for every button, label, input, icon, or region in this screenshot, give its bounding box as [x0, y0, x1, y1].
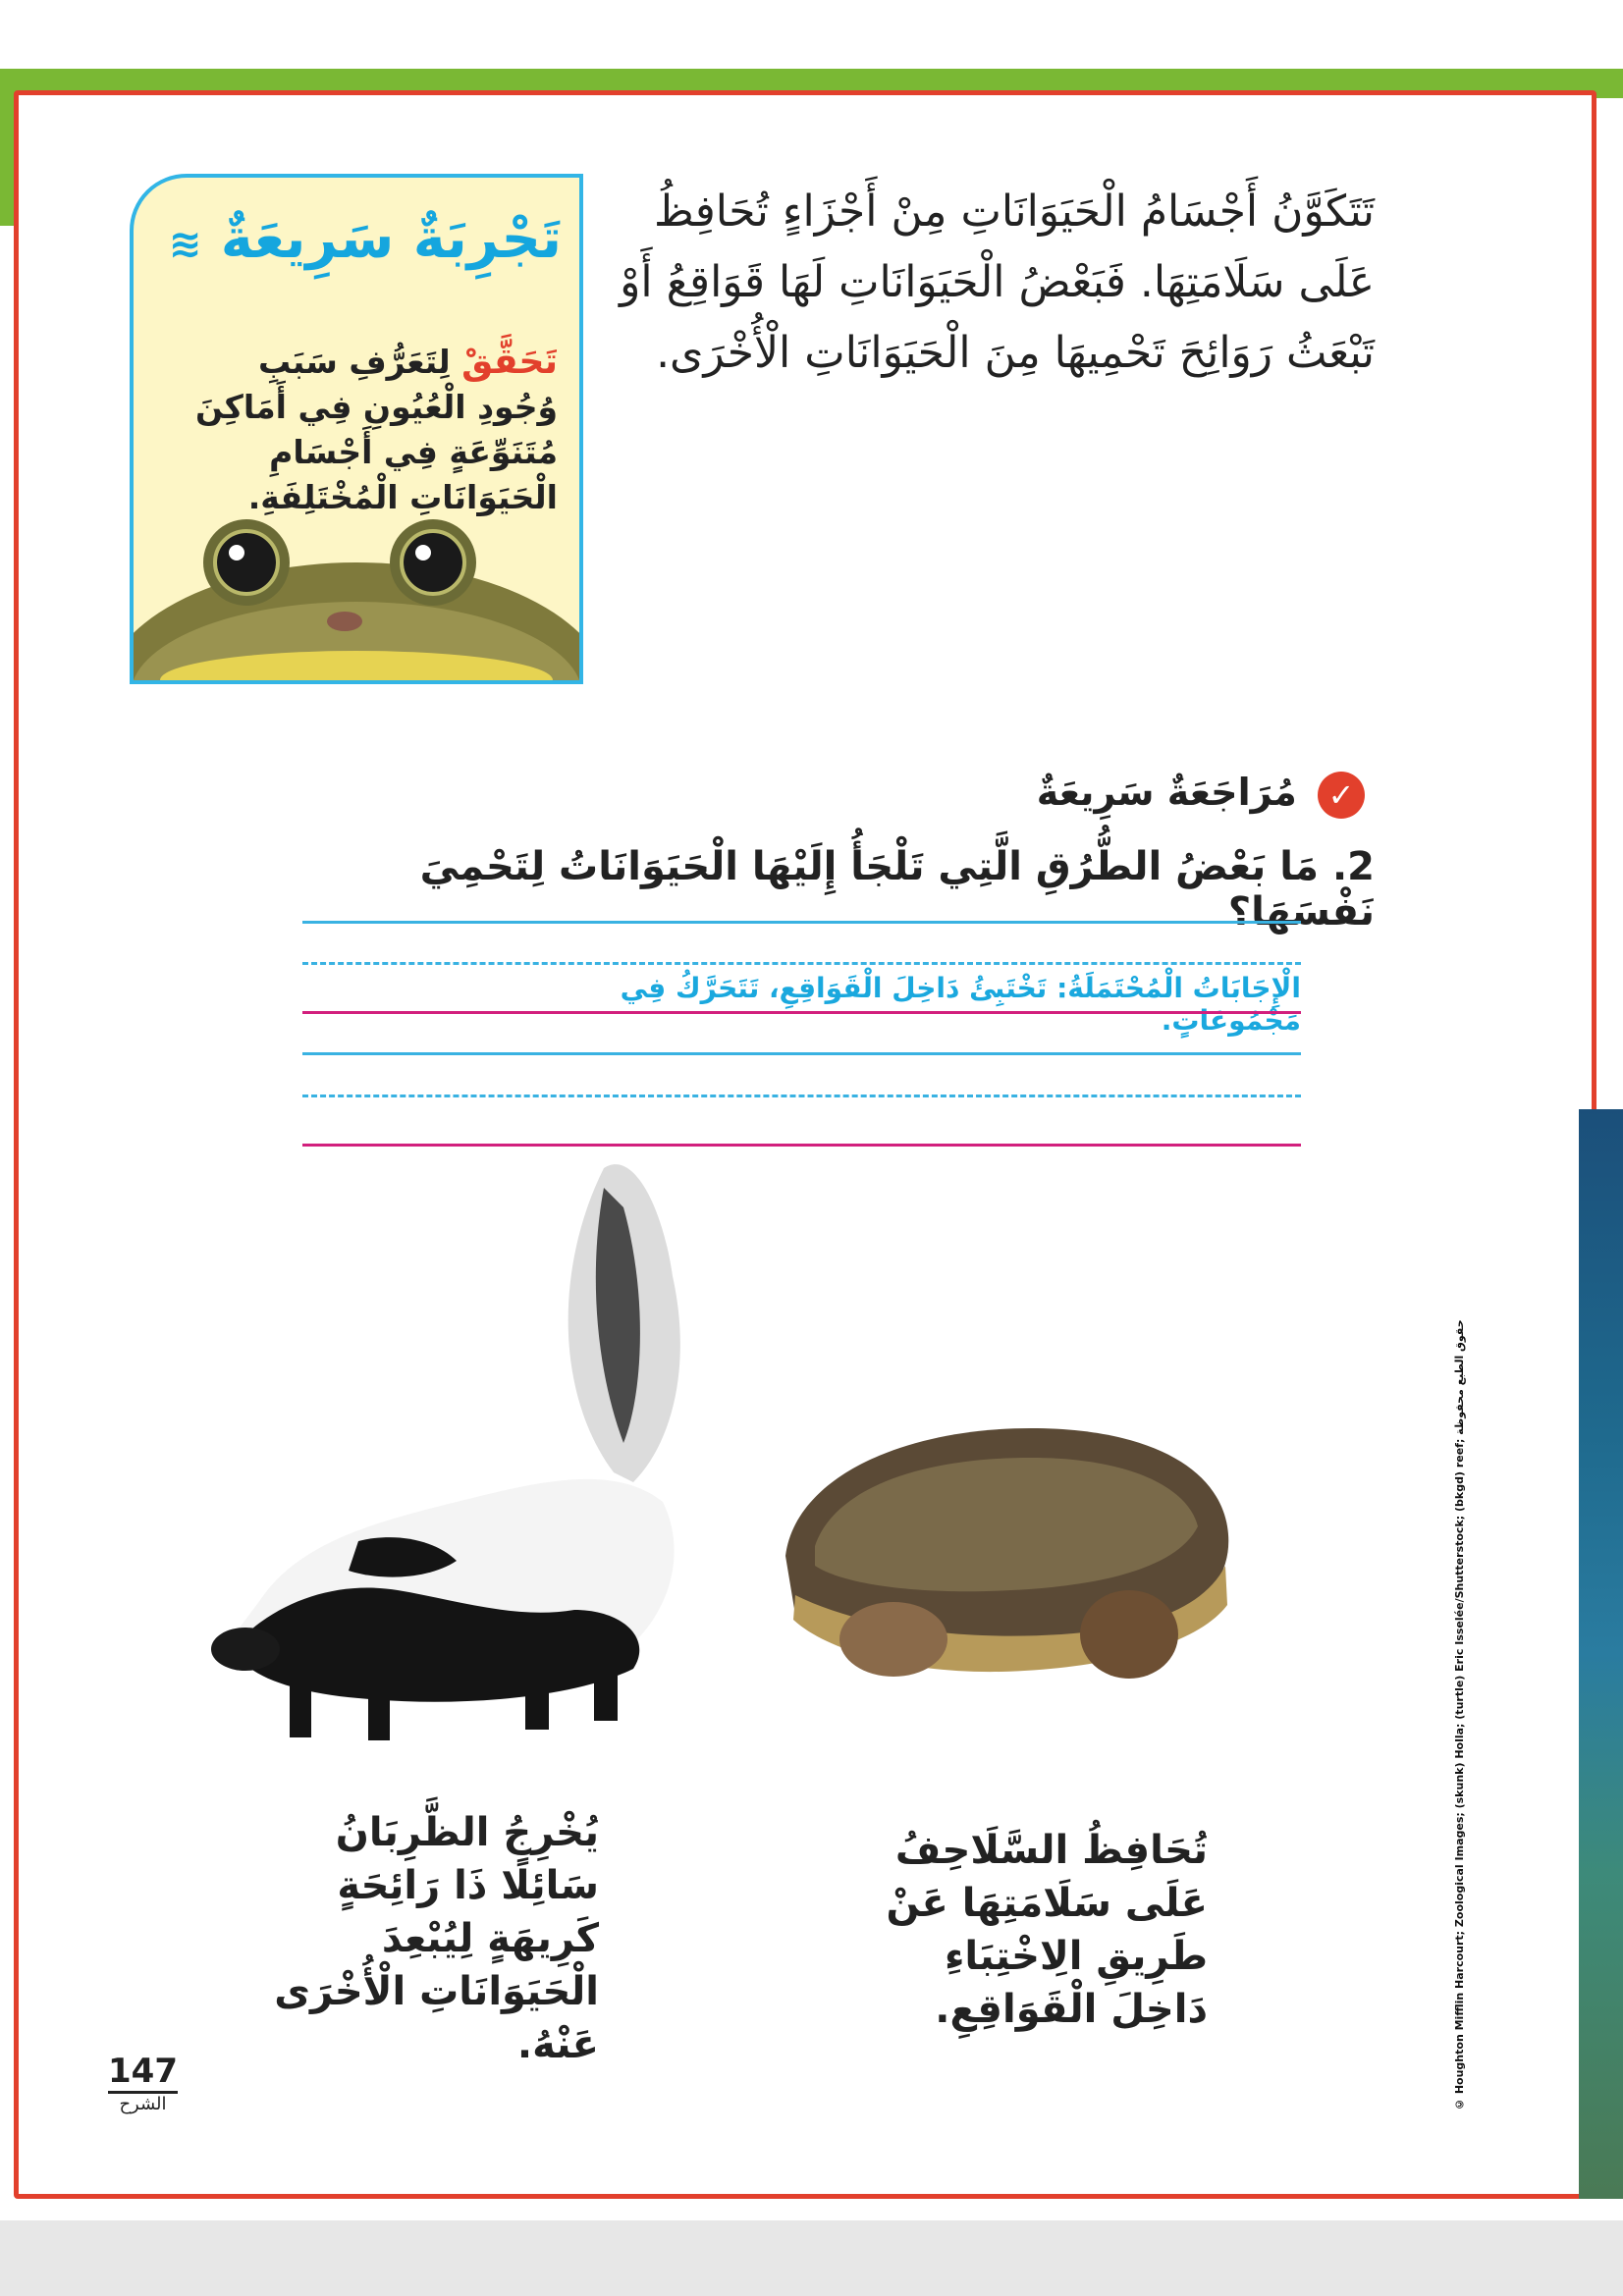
photo-credits: © Houghton Mifflin Harcourt; Zoological Images; (skunk) Holla; (turtle) Eric Isselée/Shutterstock; (bkgd) reef; حقوق الطبع محفوظة — [1453, 1319, 1466, 2110]
quick-review-title: مُرَاجَعَةٌ سَرِيعَةٌ — [1036, 771, 1297, 814]
checkmark-icon: ✓ — [1318, 772, 1365, 819]
answer-line-top-1 — [302, 921, 1301, 924]
question-number: 2. — [1331, 844, 1375, 889]
quick-try-check-word: تَحَقَّقْ — [461, 342, 558, 382]
reef-photo-edge — [1579, 1109, 1623, 2199]
page-number-value: 147 — [108, 2052, 178, 2094]
answer-line-mid-2 — [302, 1095, 1301, 1097]
answer-line-top-2 — [302, 1052, 1301, 1055]
answer-line-base-2 — [302, 1144, 1301, 1147]
page-number — [108, 2052, 178, 2114]
speed-lines-icon: ≋ — [168, 222, 202, 267]
bottom-band — [0, 2220, 1623, 2296]
frog-image — [134, 484, 579, 680]
turtle-image — [756, 1389, 1434, 1713]
page-number-label: الشرح — [119, 2094, 167, 2114]
quick-try-title-text: تَجْرِبَةٌ سَرِيعَةٌ — [220, 207, 562, 271]
skunk-caption: يُخْرِجُ الظَّرِبَانُ سَائِلًا ذَا رَائِحَةٍ كَرِيهَةٍ لِيُبْعِدَ الْحَيَوَانَاتِ الْأُخْرَى عَنْهُ. — [274, 1810, 599, 2067]
quick-try-title — [139, 207, 562, 271]
answer-line-base-1 — [302, 1011, 1301, 1014]
intro-paragraph: تَتَكَوَّنُ أَجْسَامُ الْحَيَوَانَاتِ مِنْ أَجْزَاءٍ تُحَافِظُ عَلَى سَلَامَتِهَا. فَبَعْضُ الْحَيَوَانَاتِ لَهَا قَوَاقِعُ أَوْ تَبْعَثُ رَوَائِحَ تَحْمِيهَا مِنَ الْحَيَوَانَاتِ الْأُخْرَى. — [620, 187, 1375, 378]
question-text: مَا بَعْضُ الطُّرُقِ الَّتِي تَلْجَأُ إِلَيْهَا الْحَيَوَانَاتُ لِتَحْمِيَ نَفْسَهَا؟ — [419, 844, 1375, 934]
answer-text: الْإِجَابَاتُ الْمُحْتَمَلَةُ: تَخْتَبِئُ دَاخِلَ الْقَوَاقِعِ، تَتَحَرَّكُ فِي مَجْمُوعَاتٍ. — [620, 972, 1301, 1037]
quick-try-box — [130, 174, 583, 684]
answer-line-mid-1 — [302, 962, 1301, 965]
quick-try-text: لِتَعَرُّفِ سَبَبِ وُجُودِ الْعُيُونِ فِي أَمَاكِنَ مُتَنَوِّعَةٍ فِي أَجْسَامِ الْحَيَوَانَاتِ الْمُخْتَلِفَةِ. — [194, 343, 558, 516]
turtle-caption: تُحَافِظُ السَّلَاحِفُ عَلَى سَلَامَتِهَا عَنْ طَرِيقِ الِاخْتِبَاءِ دَاخِلَ الْقَوَاقِعِ. — [886, 1828, 1208, 2032]
quick-review-heading — [864, 771, 1365, 819]
skunk-image — [201, 1148, 731, 1777]
